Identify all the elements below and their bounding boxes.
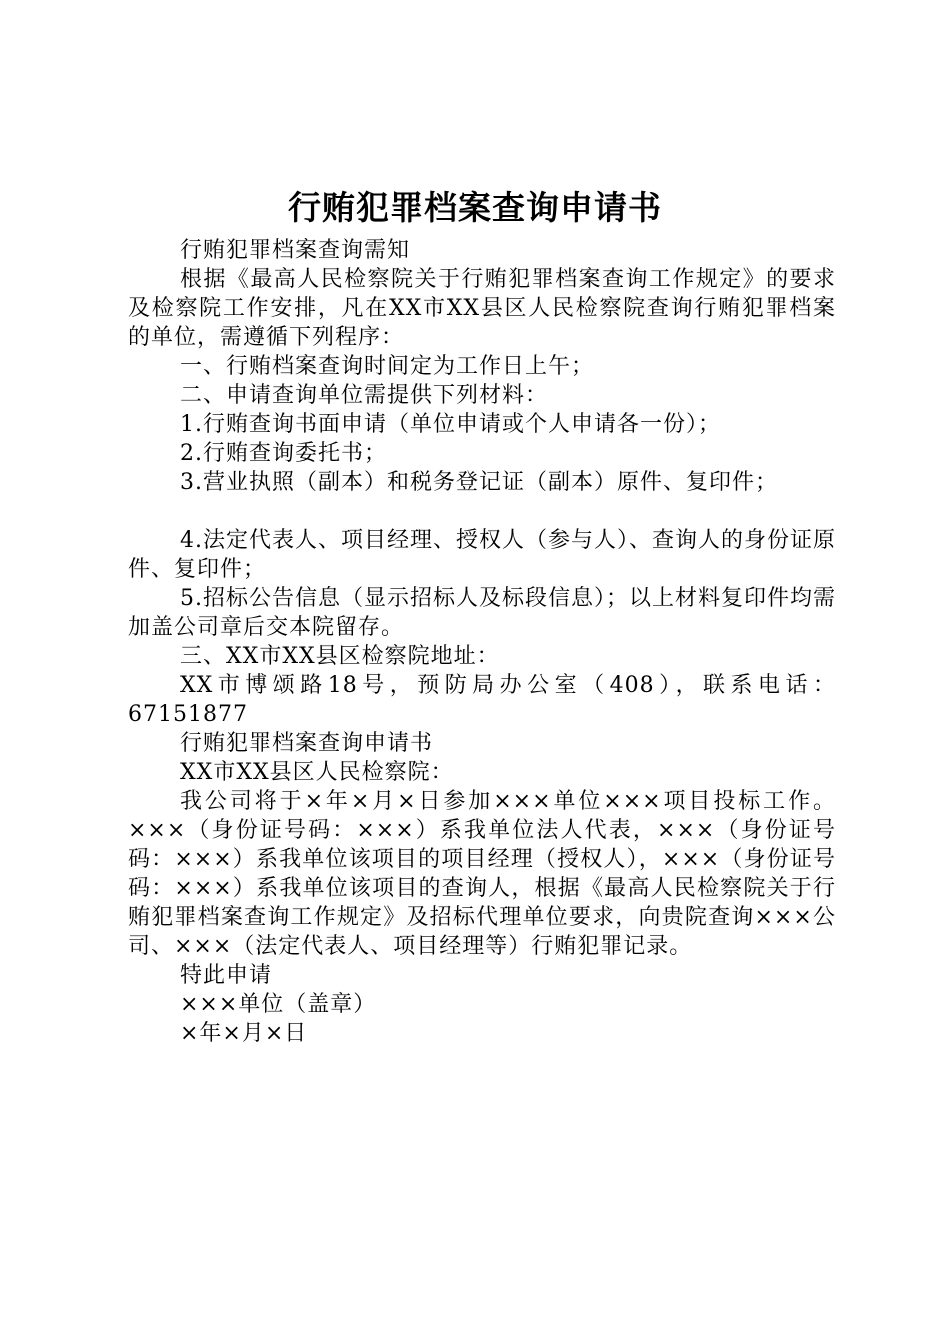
notice-item-address: 三、XX市XX县区检察院地址： bbox=[180, 644, 500, 669]
material-item-1: 1.行贿查询书面申请（单位申请或个人申请各一份）； bbox=[180, 412, 721, 437]
application-recipient: XX市XX县区人民检察院： bbox=[180, 760, 454, 785]
document-title: 行贿犯罪档案查询申请书 bbox=[288, 188, 662, 227]
material-item-3: 3.营业执照（副本）和税务登记证（副本）原件、复印件； bbox=[180, 470, 778, 495]
material-item-4: 4.法定代表人、项目经理、授权人（参与人）、查询人的身份证原件、复印件； bbox=[128, 528, 836, 582]
notice-item-materials: 二、申请查询单位需提供下列材料： bbox=[180, 383, 549, 408]
material-item-2: 2.行贿查询委托书； bbox=[180, 441, 387, 466]
material-item-5: 5.招标公告信息（显示招标人及标段信息）；以上材料复印件均需加盖公司章后交本院留存。 bbox=[128, 586, 836, 640]
application-heading: 行贿犯罪档案查询申请书 bbox=[180, 731, 434, 756]
application-closing: 特此申请 bbox=[180, 963, 273, 988]
application-body-paragraph: 我公司将于×年×月×日参加×××单位×××项目投标工作。×××（身份证号码：×××）系我单位法人代表，×××（身份证号码：×××）系我单位该项目的项目经理（授权人），×××（身份证号码：×××）系我单位该项目的查询人，根据《最高人民检察院关于行贿犯罪档案查询工作规定》及招标代理单位要求，向贵院查询×××公司、×××（法定代表人、项目经理等）行贿犯罪记录。 bbox=[128, 789, 836, 959]
notice-heading: 行贿犯罪档案查询需知 bbox=[180, 238, 411, 263]
notice-item-time: 一、行贿档案查询时间定为工作日上午； bbox=[180, 354, 595, 379]
application-signature-unit: ×××单位（盖章） bbox=[180, 992, 377, 1017]
document-body bbox=[128, 236, 836, 1048]
application-date: ×年×月×日 bbox=[180, 1021, 308, 1046]
address-contact-line: XX市博颂路18号，预防局办公室（408），联系电话：67151877 bbox=[128, 673, 836, 727]
notice-intro-paragraph: 根据《最高人民检察院关于行贿犯罪档案查询工作规定》的要求及检察院工作安排，凡在XX市XX县区人民检察院查询行贿犯罪档案的单位，需遵循下列程序： bbox=[128, 267, 836, 350]
